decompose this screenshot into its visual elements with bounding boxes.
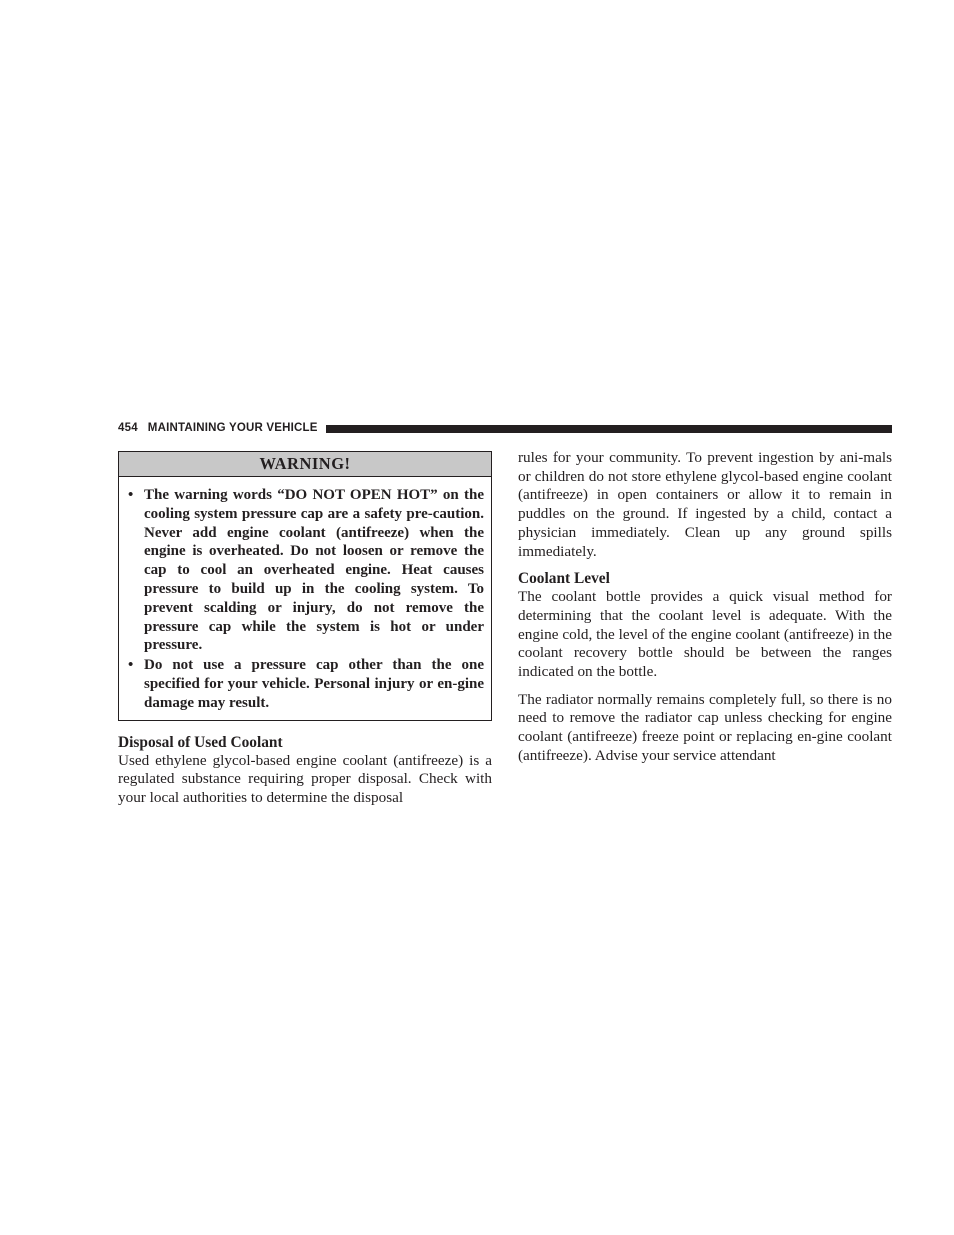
right-column xyxy=(518,449,892,766)
warning-title: WARNING! xyxy=(119,452,491,477)
warning-box xyxy=(118,451,492,721)
page-number: 454 xyxy=(118,422,138,434)
disposal-body-left: Used ethylene glycol-based engine coolant (antifreeze) is a regulated substance requiring proper disposal. Check with your local authorities to determine the disposal xyxy=(118,751,492,806)
header-rule xyxy=(326,425,892,433)
warning-item xyxy=(128,656,484,712)
coolant-level-paragraph-1: The coolant bottle provides a quick visual method for determining that the coolant level is adequate. With the engine cold, the level of the engine coolant (antifreeze) in the coolant recovery bottle should be between the ranges indicated on the bottle. xyxy=(518,588,892,681)
coolant-level-heading: Coolant Level xyxy=(518,570,610,588)
coolant-level-paragraph-2: The radiator normally remains completely full, so there is no need to remove the radiator cap unless checking for engine coolant (antifreeze) freeze point or replacing en-gine coolant (antifreeze). Advise your service attendant xyxy=(518,690,892,764)
left-column xyxy=(118,451,492,808)
bullet-icon: • xyxy=(128,657,134,674)
section-title: MAINTAINING YOUR VEHICLE xyxy=(147,422,318,434)
bullet-icon: • xyxy=(128,487,134,503)
disposal-body-right: rules for your community. To prevent ingestion by ani-mals or children do not store ethylene glycol-based engine coolant (antifreeze) in open containers or allow it to remain in puddles on the ground. If ingested by a child, contact a physician immediately. Clean up any ground spills immediately. xyxy=(518,449,892,560)
page-header xyxy=(118,420,892,436)
warning-list xyxy=(119,477,491,720)
warning-item-text: Do not use a pressure cap other than the one specified for your vehicle. Personal injury or en-gine damage may result. xyxy=(144,657,484,711)
warning-item-text: The warning words “DO NOT OPEN HOT” on the cooling system pressure cap are a safety pre-caution. Never add engine coolant (antifreeze) when the engine is overheated. Do not loosen or remove the cap to cool an overheated engine. Heat causes pressure to build up in the cooling system. To prevent scalding or injury, do not remove the pressure cap while the system is hot or under pressure. xyxy=(144,487,484,654)
disposal-heading: Disposal of Used Coolant xyxy=(118,733,283,751)
warning-item xyxy=(128,486,484,655)
